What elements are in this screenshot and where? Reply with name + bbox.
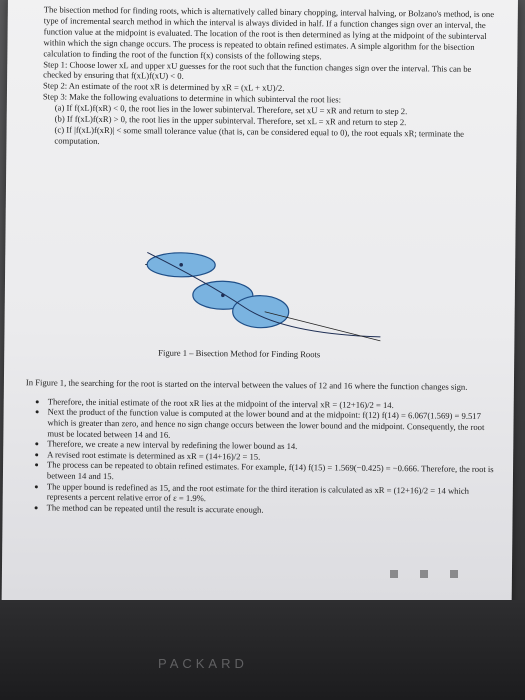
- lower-text: [25, 368, 496, 517]
- bullet-item: • Next the product of the function value is computed at the lower bound and at the midpoint: f(12) f(14) = 6.067(1.569) = 9.517 which is greater than zero, and hence no sign change occurs between the lower bound and the midpoint. Consequently, the root must be located between 14 and 16.: [47, 407, 495, 443]
- taskbar-icon: [420, 570, 428, 578]
- step-3a: (a) If f(xL)f(xR) < 0, the root lies in the lower subinterval. Therefore, set xU = xR and return to step 2.: [54, 102, 408, 117]
- bullet-item: • The method can be repeated until the result is accurate enough.: [47, 502, 495, 517]
- bullet-item: • Therefore, we create a new interval by redefining the lower bound as 14.: [47, 439, 495, 454]
- intro-paragraph: The bisection method for finding roots, which is alternatively called binary chopping, interval halving, or Bolzano's method, is one type of incremental search method in which the interval is always divided in half. If a function changes sign over an interval, the function value at the midpoint is evaluated. The location of the root is then determined as lying at the midpoint of the subinterval within which the sign change occurs. The process is repeated to obtain refined estimates. A simple algorithm for the bisection calculation to finding the root of the function f(x) consists of the following steps.: [43, 4, 495, 61]
- bisection-figure: [144, 250, 385, 345]
- lower-intro: In Figure 1, the searching for the root is started on the interval between the values of 12 and 16 where the function changes sign.: [25, 376, 468, 392]
- step-2: Step 2: An estimate of the root xR is determined by xR = (xL + xU)/2.: [42, 80, 285, 94]
- taskbar-icon: [390, 570, 398, 578]
- figure-guide-line: [264, 312, 380, 341]
- keyboard-brand-label: PACKARD: [158, 656, 248, 671]
- step-3c: (c) If |f(xL)f(xR)| < some small tolerance value (that is, can be considered equal to 0), the root equals xR; terminate the computation.: [54, 124, 465, 146]
- bullet-item: • Therefore, the initial estimate of the root xR lies at the midpoint of the interval xR = (12+16)/2 = 14.: [48, 396, 496, 411]
- document-text: [28, 4, 499, 151]
- step-1: Step 1: Choose lower xL and upper xU guesses for the root such that the function changes sign over the interval. This can be checked by ensuring that f(xL)f(xU) < 0.: [43, 58, 472, 82]
- bullet-list: [25, 396, 496, 517]
- bullet-item: • The upper bound is redefined as 15, and the root estimate for the third iteration is calculated as xR = (12+16)/2 = 14 which represents a percent relative error of ε = 1.9%.: [47, 481, 495, 507]
- screen-taskbar-icons: [380, 560, 520, 590]
- paper-sheet: [2, 0, 518, 605]
- figure-caption: Figure 1 – Bisection Method for Finding Roots: [158, 347, 321, 360]
- laptop-keyboard-area: [0, 600, 525, 700]
- step-3: Step 3: Make the following evaluations to determine in which subinterval the root lies:: [42, 91, 342, 105]
- bullet-item: • The process can be repeated to obtain refined estimates. For example, f(14) f(15) = 1.569(−0.425) = −0.666. Therefore, the root is between 14 and 15.: [47, 460, 495, 486]
- taskbar-icon: [450, 570, 458, 578]
- bullet-item: • A revised root estimate is determined as xR = (14+16)/2 = 15.: [47, 449, 495, 464]
- step-3b: (b) If f(xL)f(xR) > 0, the root lies in the upper subinterval. Therefore, set xL = xR and return to step 2.: [54, 113, 407, 128]
